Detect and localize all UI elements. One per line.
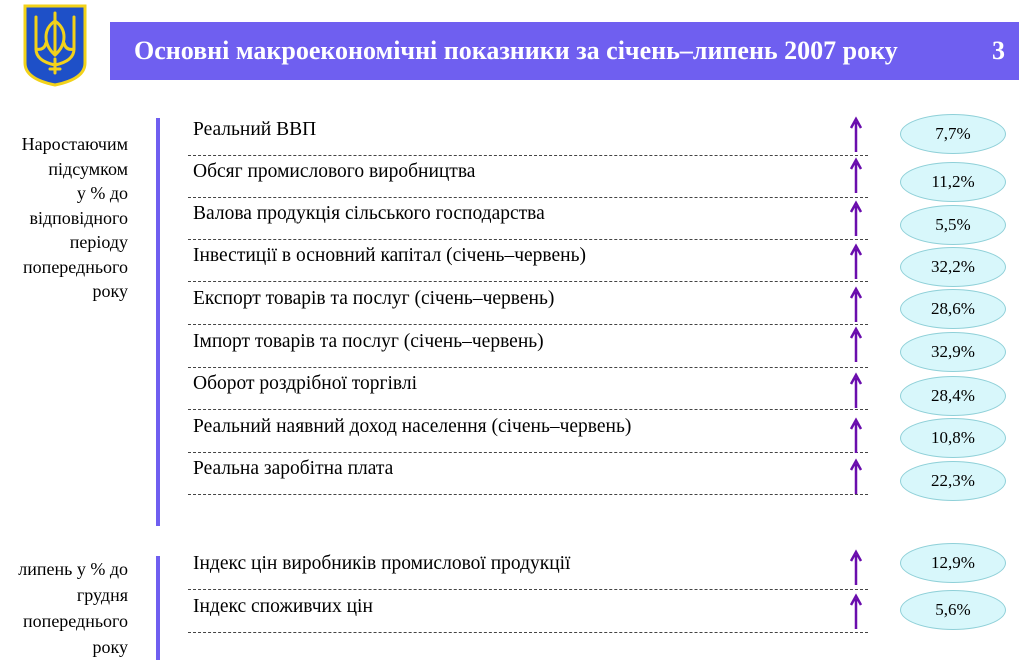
section2-label-line: року — [92, 637, 128, 657]
value-badge: 10,8% — [900, 418, 1006, 458]
coat-of-arms-icon — [22, 3, 88, 87]
up-arrow-icon — [849, 593, 863, 631]
section2-label-line: попереднього — [23, 611, 128, 631]
indicator-label: Індекс цін виробників промислової продукції — [193, 553, 571, 574]
indicator-row — [188, 547, 868, 590]
indicator-label: Інвестиції в основний капітал (січень–червень) — [193, 245, 586, 266]
section1-label-line: попереднього — [23, 256, 128, 277]
up-arrow-icon — [849, 116, 863, 154]
value-badge: 12,9% — [900, 543, 1006, 583]
up-arrow-icon — [849, 157, 863, 195]
section1-label-line: підсумком — [48, 158, 128, 179]
indicator-row — [188, 239, 868, 282]
up-arrow-icon — [849, 549, 863, 587]
value-badge: 11,2% — [900, 162, 1006, 202]
section1-label-line: періоду — [69, 232, 128, 252]
section2-label-line: липень у % до — [18, 559, 128, 579]
indicator-label: Оборот роздрібної торгівлі — [193, 373, 418, 394]
value-badge: 5,5% — [900, 205, 1006, 245]
indicator-label: Реальна заробітна плата — [193, 458, 394, 479]
up-arrow-icon — [849, 372, 863, 410]
up-arrow-icon — [849, 458, 863, 496]
indicator-row — [188, 410, 868, 453]
indicator-row — [188, 197, 868, 240]
indicator-row — [188, 155, 868, 198]
indicator-label: Імпорт товарів та послуг (січень–червень) — [193, 331, 544, 352]
section1-label-line: року — [92, 281, 128, 301]
indicator-label: Експорт товарів та послуг (січень–червень) — [193, 288, 555, 309]
value-badge: 28,6% — [900, 289, 1006, 329]
indicator-label: Реальний ВВП — [193, 119, 317, 140]
title-bar — [110, 22, 1019, 80]
indicator-label: Реальний наявний доход населення (січень–червень) — [193, 416, 632, 437]
section2-label-line: грудня — [76, 585, 128, 605]
indicator-label: Обсяг промислового виробництва — [193, 161, 476, 182]
section2-label — [18, 556, 128, 660]
section1-label — [22, 132, 128, 304]
section1-label-line: відповідного — [29, 207, 128, 228]
page-number: 3 — [992, 36, 1005, 65]
up-arrow-icon — [849, 200, 863, 238]
value-badge: 28,4% — [900, 376, 1006, 416]
section1-label-line: Наростаючим — [21, 134, 128, 154]
value-badge: 22,3% — [900, 461, 1006, 501]
indicator-row — [188, 590, 868, 633]
indicator-label: Індекс споживчих цін — [193, 596, 373, 617]
section2-divider — [156, 556, 160, 660]
page-title: Основні макроекономічні показники за січень–липень 2007 року — [134, 36, 898, 65]
indicator-row — [188, 452, 868, 495]
indicator-row — [188, 325, 868, 368]
up-arrow-icon — [849, 286, 863, 324]
up-arrow-icon — [849, 326, 863, 364]
up-arrow-icon — [849, 243, 863, 281]
section1-divider — [156, 118, 160, 526]
value-badge: 7,7% — [900, 114, 1006, 154]
value-badge: 5,6% — [900, 590, 1006, 630]
value-badge: 32,9% — [900, 332, 1006, 372]
indicator-row — [188, 367, 868, 410]
value-badge: 32,2% — [900, 247, 1006, 287]
up-arrow-icon — [849, 417, 863, 455]
section1-label-line: у % до — [76, 183, 128, 203]
indicator-label: Валова продукція сільського господарства — [193, 203, 545, 224]
indicator-row — [188, 113, 868, 156]
indicator-row — [188, 282, 868, 325]
